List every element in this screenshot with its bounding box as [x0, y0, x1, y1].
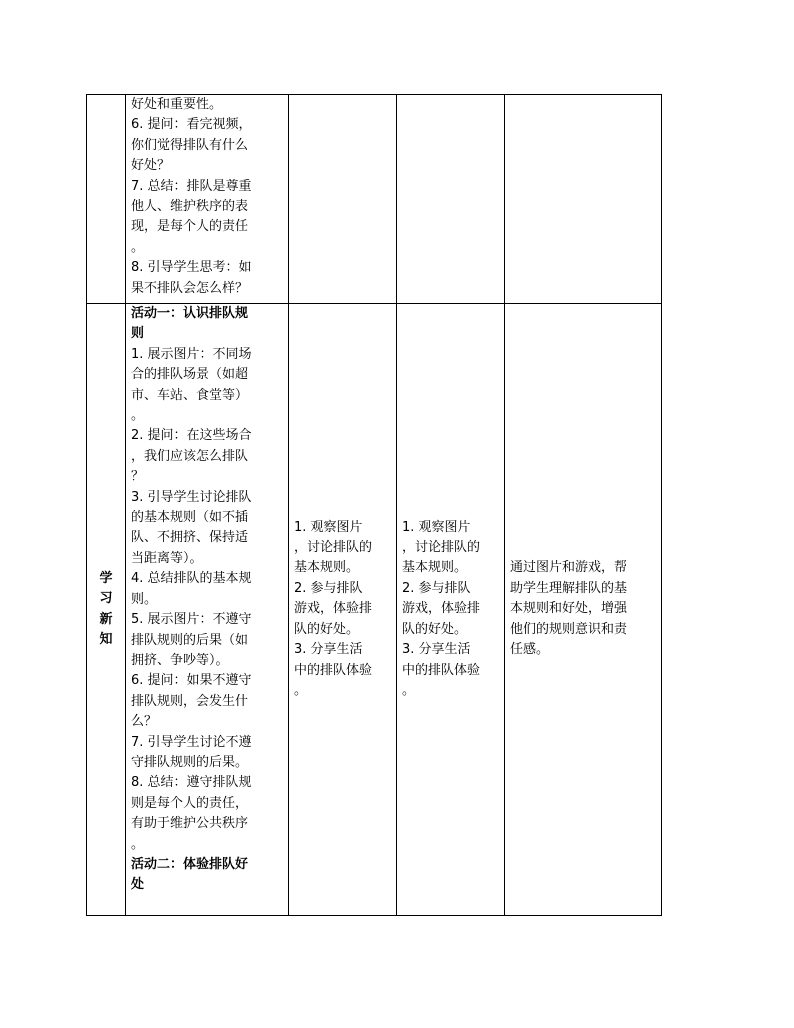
text-line: 。	[294, 682, 308, 698]
section-char: 新	[99, 611, 113, 627]
section-label	[87, 304, 126, 916]
text-line: 好处？	[131, 158, 171, 174]
text-line: 2. 参与排队	[294, 580, 363, 596]
activity-one-heading	[131, 304, 284, 345]
text-line: 基本规则。	[402, 560, 468, 576]
text-line: 的基本规则（如不插	[131, 510, 249, 526]
text-line: 3. 分享生活	[294, 642, 363, 658]
text-line: 拥挤、争吵等）。	[131, 652, 229, 668]
text-line: 当距离等）。	[131, 550, 203, 566]
text-line: 则。	[131, 591, 158, 607]
teacher-activity-text	[126, 95, 288, 299]
text-line: 好处和重要性。	[131, 97, 223, 112]
section-cell-empty	[87, 95, 126, 304]
text-line: ？	[131, 469, 145, 485]
section-char: 知	[99, 631, 113, 647]
text-line: 6. 提问：如果不遵守	[131, 673, 252, 689]
text-line: 处	[131, 877, 145, 893]
text-line: 。	[402, 682, 416, 698]
text-line: 。	[131, 836, 145, 852]
table-row	[87, 304, 662, 916]
text-line: 3. 分享生活	[402, 642, 471, 658]
text-line: 1. 观察图片	[402, 519, 471, 535]
text-line: 基本规则。	[294, 560, 360, 576]
text-line: 他人、维护秩序的表	[131, 199, 249, 215]
text-line: 助学生理解排队的基	[510, 580, 628, 596]
section-char: 习	[99, 591, 113, 607]
text-line: ，我们应该怎么排队	[131, 448, 249, 464]
text-line: 他们的规则意识和责	[510, 621, 628, 637]
design-intent-cell	[505, 304, 662, 916]
text-line: 游戏，体验排	[294, 601, 373, 617]
text-line: 7. 引导学生讨论不遵	[131, 734, 252, 750]
teacher-activity-cell	[126, 95, 289, 304]
text-line: 则是每个人的责任，	[131, 795, 249, 811]
text-line: 通过图片和游戏，帮	[510, 560, 628, 576]
text-line: 活动一：认识排队规	[131, 306, 249, 321]
text-line: 游戏，体验排	[402, 601, 481, 617]
student-activity-cell	[289, 95, 397, 304]
text-line: 1. 展示图片：不同场	[131, 346, 252, 362]
student-activity-text-2	[397, 518, 504, 702]
text-line: ，讨论排队的	[402, 540, 481, 556]
text-line: 守排队规则的后果。	[131, 754, 249, 770]
text-line: 中的排队体验	[294, 662, 373, 678]
text-line: 4. 总结排队的基本规	[131, 571, 252, 587]
design-intent-cell	[505, 95, 662, 304]
text-line: 中的排队体验	[402, 662, 481, 678]
text-line: 活动二：体验排队好	[131, 856, 249, 872]
text-line: 排队规则，会发生什	[131, 693, 249, 709]
text-line: 果不排队会怎么样？	[131, 280, 249, 296]
activity-two-heading	[131, 855, 284, 896]
design-intent-text	[505, 558, 661, 660]
text-line: 排队规则的后果（如	[131, 632, 249, 648]
student-activity-cell	[289, 304, 397, 916]
text-line: 1. 观察图片	[294, 519, 363, 535]
text-line: 合的排队场景（如超	[131, 367, 249, 383]
text-line: 任感。	[510, 642, 550, 658]
student-activity-cell-2	[397, 304, 505, 916]
teacher-activity-cell	[126, 304, 289, 916]
text-line: 队的好处。	[402, 621, 468, 637]
text-line: 2. 参与排队	[402, 580, 471, 596]
text-line: 本规则和好处，增强	[510, 601, 628, 617]
text-line: 8. 总结：遵守排队规	[131, 775, 252, 791]
text-line: 8. 引导学生思考：如	[131, 260, 252, 276]
text-line: 则	[131, 326, 145, 342]
section-char: 学	[99, 570, 113, 586]
text-line: 队的好处。	[294, 621, 360, 637]
text-line: 现，是每个人的责任	[131, 219, 249, 235]
lesson-plan-table	[86, 94, 662, 916]
text-line: 么？	[131, 714, 158, 730]
text-line: 有助于维护公共秩序	[131, 816, 249, 832]
text-line: 队、不拥挤、保持适	[131, 530, 249, 546]
activity-one-steps	[131, 345, 284, 855]
text-line: ，讨论排队的	[294, 540, 373, 556]
text-line: 你们觉得排队有什么	[131, 137, 249, 153]
table-row	[87, 95, 662, 304]
text-line: 。	[131, 408, 145, 424]
text-line: 2. 提问：在这些场合	[131, 428, 252, 444]
text-line: 市、车站、食堂等）	[131, 387, 249, 403]
text-line: 。	[131, 239, 145, 255]
student-activity-text	[289, 518, 396, 702]
text-line: 6. 提问：看完视频，	[131, 117, 252, 133]
text-line: 5. 展示图片：不遵守	[131, 612, 252, 628]
text-line: 7. 总结：排队是尊重	[131, 178, 252, 194]
student-activity-cell-2	[397, 95, 505, 304]
text-line: 3. 引导学生讨论排队	[131, 489, 252, 505]
